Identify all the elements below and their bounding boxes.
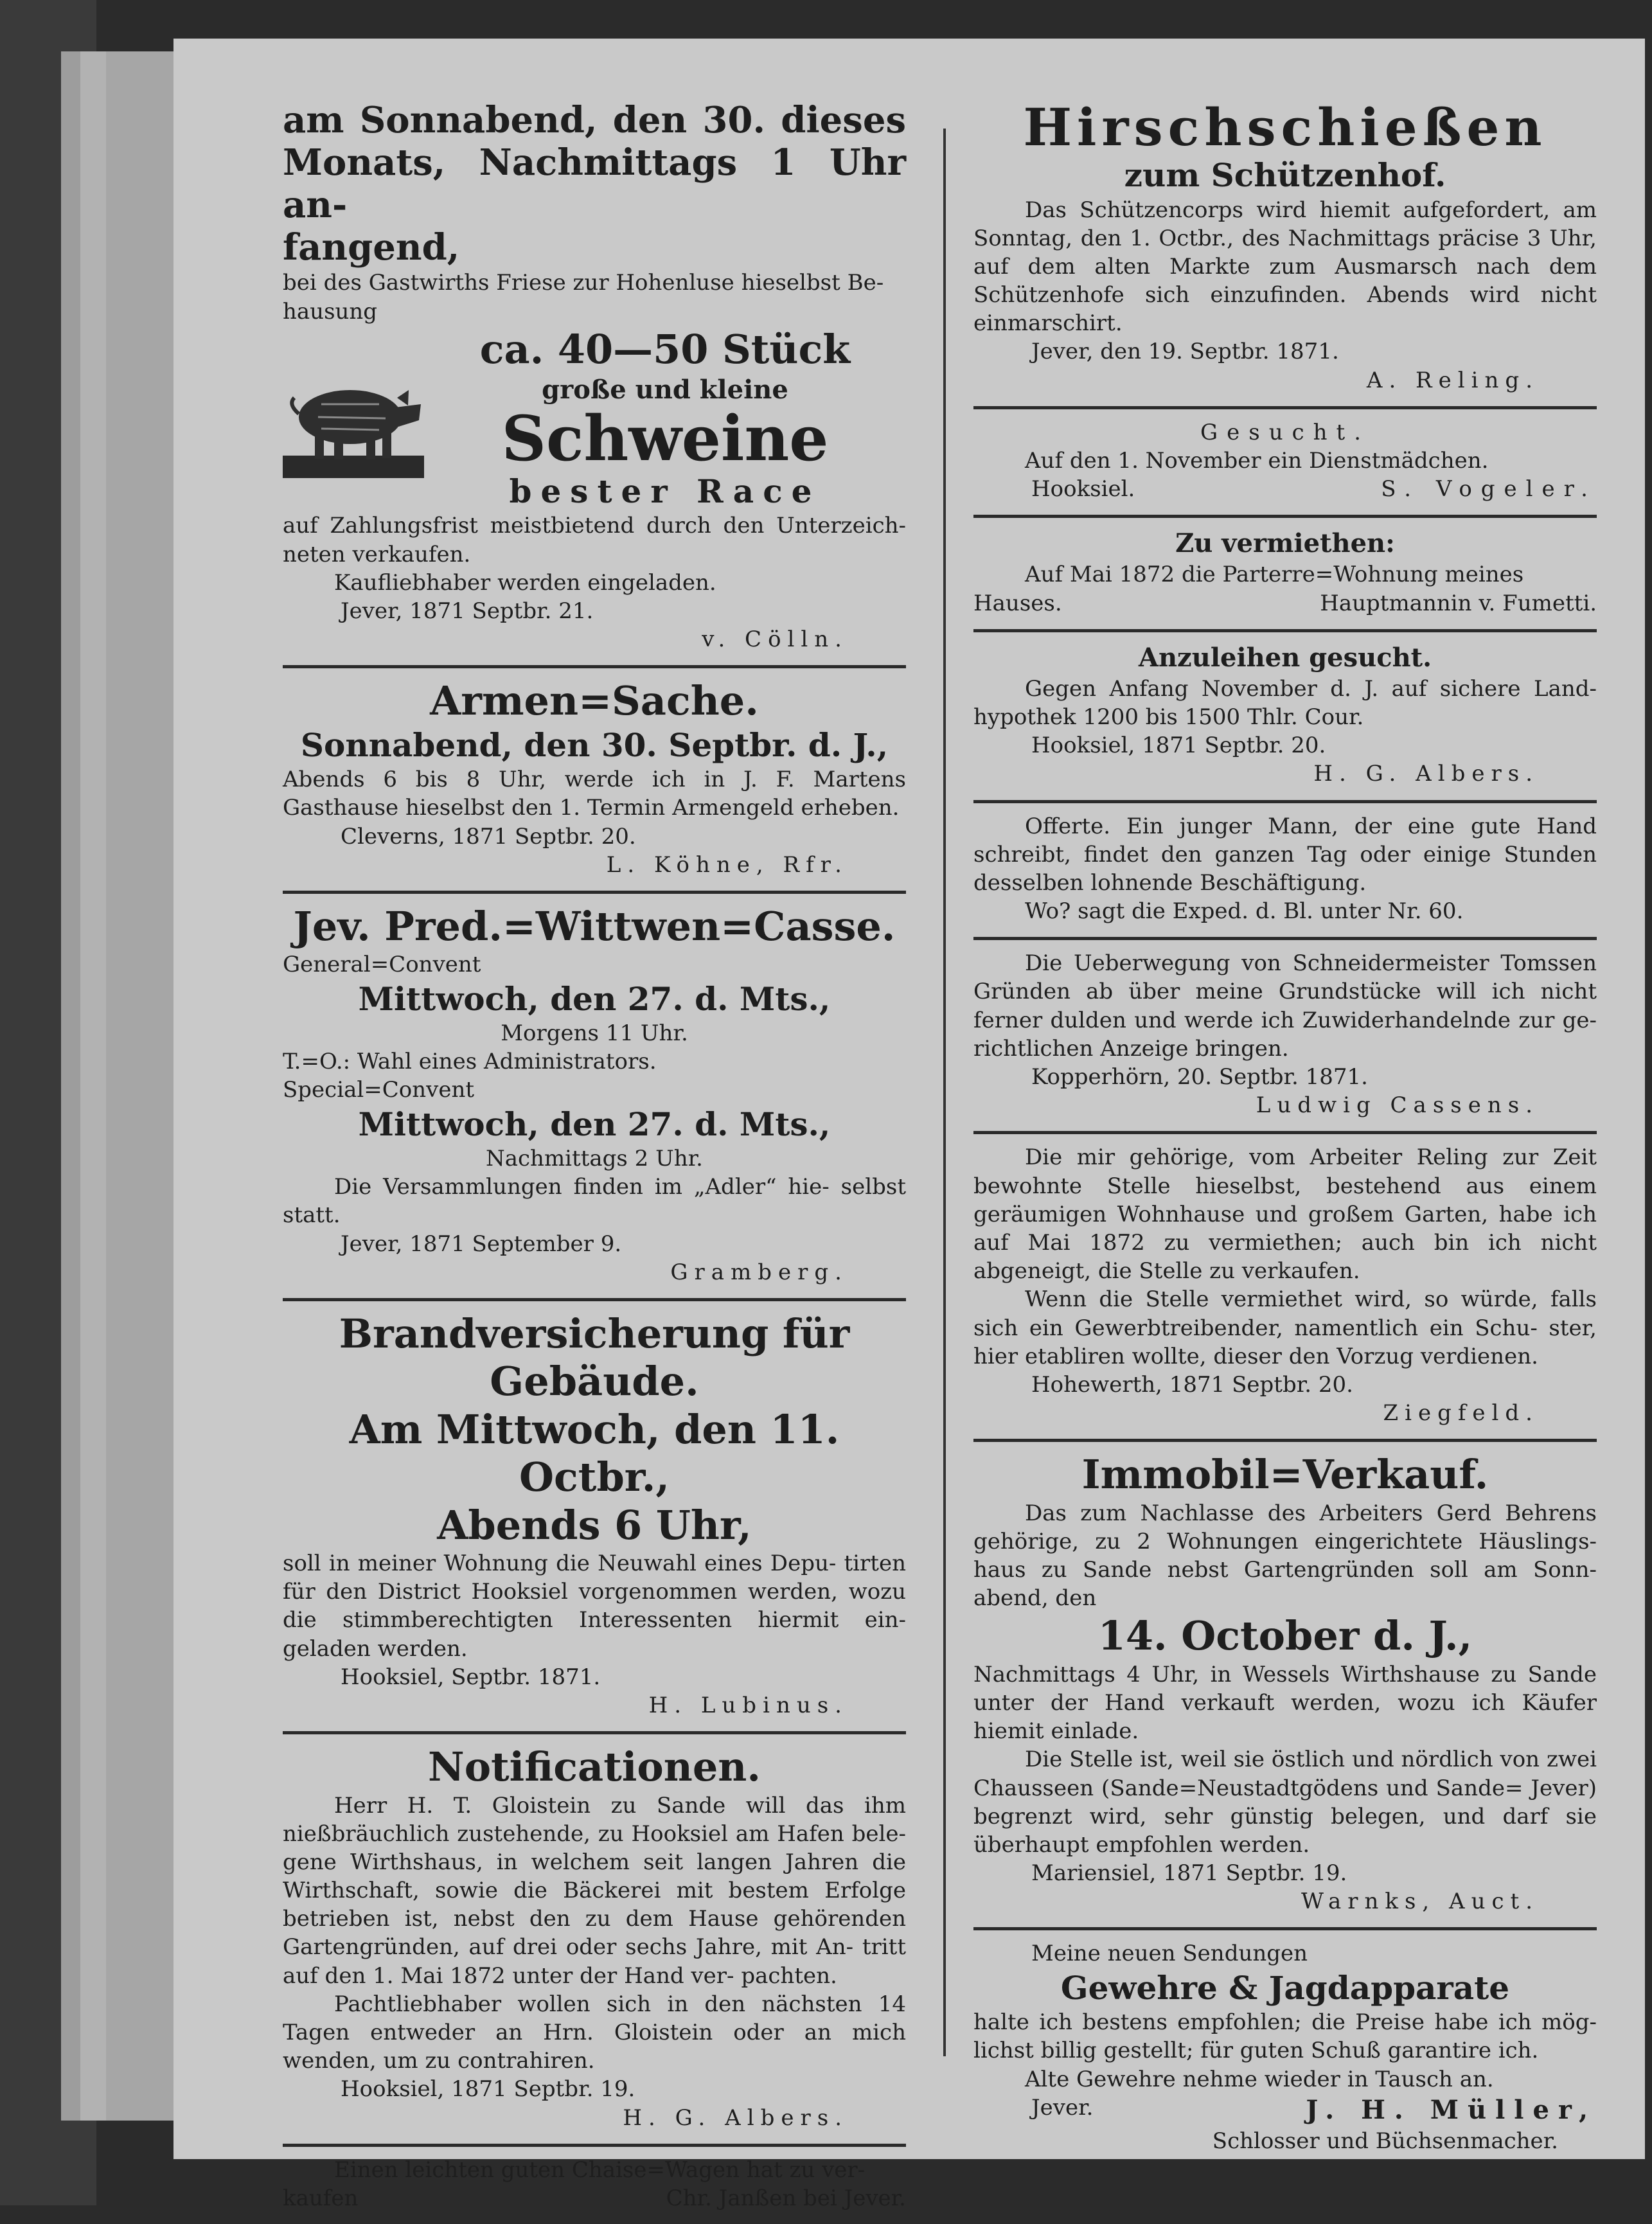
hirsch-ad bbox=[973, 90, 1597, 409]
auction-race: bester Race bbox=[509, 472, 821, 510]
auction-line1: am Sonnabend, den 30. dieses Monats, Nachmittags 1 Uhr an- bbox=[283, 99, 906, 227]
offerte-ad bbox=[973, 803, 1597, 941]
gewehre-place: Jever. bbox=[1031, 2094, 1094, 2121]
stelle-body2: Wenn die Stelle vermiethet wird, so würde, falls sich ein Gewerbtreibender, namentlich ein Schu- ster, hier etabliren wollte, dieser den Vorzug verdienen. bbox=[973, 1286, 1597, 1369]
vermieth-left: Hauses. bbox=[973, 590, 1062, 616]
pred-general: General=Convent bbox=[283, 952, 481, 978]
auction-invite: Kaufliebhaber werden eingeladen. bbox=[334, 569, 716, 596]
tomssen-body: Die Ueberwegung von Schneidermeister Tomssen Gründen ab über meine Grundstücke will ich nicht ferner dulden und werde ich Zuwiderhandelnde zur ge- richtlichen Anzeige bringen. bbox=[973, 950, 1597, 1062]
offerte-where: Wo? sagt die Exped. d. Bl. unter Nr. 60. bbox=[1025, 898, 1464, 925]
armen-date: Cleverns, 1871 Septbr. 20. bbox=[341, 823, 636, 850]
brand-ad bbox=[283, 1301, 906, 1734]
brand-body: soll in meiner Wohnung die Neuwahl eines Depu- tirten für den District Hooksiel vorgenommen werden, wozu die stimmberechtigten Interessenten hiermit ein- geladen werden. bbox=[283, 1550, 906, 1662]
auction-signature: v. Cölln. bbox=[702, 627, 848, 653]
immobil-day: 14. October d. J., bbox=[1097, 1612, 1473, 1660]
vermieth-body: Auf Mai 1872 die Parterre=Wohnung meines bbox=[1025, 562, 1524, 588]
anzuleihen-title: Anzuleihen gesucht. bbox=[1138, 642, 1432, 673]
hirsch-sub: zum Schützenhof. bbox=[1124, 156, 1446, 194]
gewehre-ad bbox=[973, 1930, 1597, 2166]
brand-time: Abends 6 Uhr, bbox=[437, 1501, 752, 1549]
chaise-line1: Einen leichten guten Chaise=Wagen hat zu ver- bbox=[334, 2157, 866, 2183]
chaise-left: kaufen bbox=[283, 2185, 359, 2211]
auction-ad bbox=[283, 90, 906, 668]
auction-sub: große und kleine bbox=[542, 375, 788, 405]
pred-title: Jev. Pred.=Wittwen=Casse. bbox=[293, 902, 896, 950]
immobil-body3: Die Stelle ist, weil sie östlich und nördlich von zwei Chausseen (Sande=Neustadtgödens und Sande= Jever) begrenzt wird, sehr günstig belegen, und darf sie überhaupt empfohlen werden. bbox=[973, 1747, 1597, 1858]
vermieth-signature: Hauptmannin v. Fumetti. bbox=[1320, 590, 1597, 616]
auction-main: Schweine bbox=[501, 402, 829, 476]
auction-line4: hausung bbox=[283, 298, 378, 325]
stelle-signature: Ziegfeld. bbox=[1383, 1400, 1539, 1427]
pred-agenda: T.=O.: Wahl eines Administrators. bbox=[283, 1049, 657, 1075]
armen-ad bbox=[283, 668, 906, 894]
stelle-date: Hohewerth, 1871 Septbr. 20. bbox=[1031, 1371, 1353, 1398]
brand-day: Am Mittwoch, den 11. Octbr., bbox=[349, 1405, 840, 1501]
armen-body: Abends 6 bis 8 Uhr, werde ich in J. F. Martens Gasthause hieselbst den 1. Termin Armengeld erheben. bbox=[283, 767, 906, 821]
gesucht-title: Gesucht. bbox=[1200, 419, 1371, 445]
immobil-signature: Warnks, Auct. bbox=[1301, 1889, 1539, 1915]
immobil-title: Immobil=Verkauf. bbox=[1081, 1451, 1489, 1499]
vermieth-footer bbox=[973, 589, 1597, 618]
pig-text bbox=[424, 326, 906, 512]
pred-time2: Nachmittags 2 Uhr. bbox=[485, 1146, 703, 1172]
notif-body1: Herr H. T. Gloistein zu Sande will das ihm nießbräuchlich zustehende, zu Hooksiel am Hafen bele- gene Wirthshaus, in welchem seit langen Jahren die Wirthschaft, sowie die Bäckerei mit bestem Erfolge betrieben ist, nebst den zu dem Hause gehörenden Gartengründen, auf drei oder sechs Jahre, mit An- tritt auf den 1. Mai 1872 unter der Hand ver- pachten. bbox=[283, 1792, 906, 1989]
tomssen-date: Kopperhörn, 20. Septbr. 1871. bbox=[1031, 1064, 1368, 1090]
tomssen-ad bbox=[973, 940, 1597, 1134]
auction-line3: bei des Gastwirths Friese zur Hohenluse hieselbst Be- bbox=[283, 270, 884, 296]
column-rule bbox=[943, 129, 946, 2056]
pred-date: Jever, 1871 September 9. bbox=[341, 1231, 622, 1257]
pred-signature: Gramberg. bbox=[670, 1259, 848, 1285]
auction-count: ca. 40—50 Stück bbox=[479, 325, 851, 373]
pred-special: Special=Convent bbox=[283, 1077, 474, 1103]
pig-block bbox=[283, 326, 906, 512]
notif-ad bbox=[283, 1734, 906, 2147]
gesucht-footer bbox=[973, 475, 1597, 503]
gesucht-ad bbox=[973, 409, 1597, 519]
stelle-body1: Die mir gehörige, vom Arbeiter Reling zur Zeit bewohnte Stelle hieselbst, bestehend aus einem geräumigen Wohnhause und großem Garten, habe ich auf Mai 1872 zu vermiethen; auch bin ich nicht abgeneigt, die Stelle zu verkaufen. bbox=[973, 1144, 1597, 1285]
brand-title: Brandversicherung für Gebäude. bbox=[339, 1310, 850, 1405]
offerte-body: Offerte. Ein junger Mann, der eine gute Hand schreibt, findet den ganzen Tag oder einige Stunden desselben lohnende Beschäftigung. bbox=[973, 813, 1597, 896]
auction-line2: fangend, bbox=[283, 226, 460, 269]
armen-signature: L. Köhne, Rfr. bbox=[606, 851, 848, 878]
pred-day2: Mittwoch, den 27. d. Mts., bbox=[358, 1105, 831, 1143]
hirsch-body: Das Schützencorps wird hiemit aufgefordert, am Sonntag, den 1. Octbr., des Nachmittags präcise 3 Uhr, auf dem alten Markte zum Ausmarsch nach dem Schützenhofe sich einzufinden. Abends wird nicht einmarschirt. bbox=[973, 197, 1597, 337]
auction-date: Jever, 1871 Septbr. 21. bbox=[341, 598, 594, 624]
auction-body: auf Zahlungsfrist meistbietend durch den Unterzeich- neten verkaufen. bbox=[283, 513, 906, 567]
left-column bbox=[283, 90, 906, 2224]
gesucht-body: Auf den 1. November ein Dienstmädchen. bbox=[1025, 448, 1489, 474]
hirsch-date: Jever, den 19. Septbr. 1871. bbox=[1031, 339, 1339, 365]
armen-title: Armen=Sache. bbox=[430, 677, 759, 725]
vermieth-title: Zu vermiethen: bbox=[1175, 528, 1395, 559]
gewehre-intro: Meine neuen Sendungen bbox=[1031, 1941, 1308, 1967]
right-column bbox=[973, 90, 1597, 2167]
armen-sub: Sonnabend, den 30. Septbr. d. J., bbox=[300, 725, 889, 764]
immobil-date: Mariensiel, 1871 Septbr. 19. bbox=[1031, 1860, 1347, 1887]
notif-date: Hooksiel, 1871 Septbr. 19. bbox=[341, 2076, 635, 2103]
vermieth-ad bbox=[973, 518, 1597, 632]
gewehre-trade: Schlosser und Büchsenmacher. bbox=[1212, 2128, 1558, 2154]
gewehre-body1: halte ich bestens empfohlen; die Preise habe ich mög- lichst billig gestellt; für guten Schuß garantire ich. bbox=[973, 2009, 1597, 2064]
notif-body2: Pachtliebhaber wollen sich in den nächsten 14 Tagen entweder an Hrn. Gloistein oder an mich wenden, um zu contrahiren. bbox=[283, 1991, 906, 2074]
brand-date: Hooksiel, Septbr. 1871. bbox=[341, 1664, 601, 1690]
hirsch-signature: A. Reling. bbox=[1366, 367, 1539, 393]
chaise-line2 bbox=[283, 2184, 906, 2212]
pred-body: Die Versammlungen finden im „Adler“ hie- selbst statt. bbox=[283, 1174, 906, 1229]
hirsch-title: Hirschschießen bbox=[1023, 97, 1547, 157]
pig-woodcut-icon bbox=[283, 359, 424, 478]
gesucht-place: Hooksiel. bbox=[1031, 476, 1135, 503]
immobil-body2: Nachmittags 4 Uhr, in Wessels Wirthshause zu Sande unter der Hand verkauft werden, wozu ich Käufer hiemit einlade. bbox=[973, 1661, 1597, 1745]
immobil-ad bbox=[973, 1442, 1597, 1930]
chaise-right: Chr. Janßen bei Jever. bbox=[666, 2185, 906, 2211]
pred-day1: Mittwoch, den 27. d. Mts., bbox=[358, 979, 831, 1018]
brand-signature: H. Lubinus. bbox=[648, 1692, 848, 1718]
pred-ad bbox=[283, 894, 906, 1301]
gewehre-footer bbox=[973, 2094, 1597, 2127]
notif-title: Notificationen. bbox=[428, 1743, 761, 1791]
stelle-ad bbox=[973, 1134, 1597, 1442]
gewehre-name: J. H. Müller, bbox=[1306, 2094, 1597, 2125]
notif-signature: H. G. Albers. bbox=[623, 2104, 848, 2131]
pred-time1: Morgens 11 Uhr. bbox=[501, 1020, 688, 1047]
anzuleihen-date: Hooksiel, 1871 Septbr. 20. bbox=[1031, 733, 1326, 759]
chaise-ad bbox=[283, 2147, 906, 2224]
gewehre-title: Gewehre & Jagdapparate bbox=[1060, 1968, 1510, 2007]
tomssen-signature: Ludwig Cassens. bbox=[1256, 1092, 1539, 1119]
anzuleihen-body: Gegen Anfang November d. J. auf sichere Land- hypothek 1200 bis 1500 Thlr. Cour. bbox=[973, 675, 1597, 730]
anzuleihen-signature: H. G. Albers. bbox=[1313, 761, 1539, 787]
gewehre-body2: Alte Gewehre nehme wieder in Tausch an. bbox=[1025, 2066, 1494, 2092]
anzuleihen-ad bbox=[973, 632, 1597, 803]
gesucht-signature: S. Vogeler. bbox=[1381, 476, 1597, 503]
immobil-body1: Das zum Nachlasse des Arbeiters Gerd Behrens gehörige, zu 2 Wohnungen eingerichtete Häuslings- haus zu Sande nebst Gartengründen soll am Sonn- abend, den bbox=[973, 1500, 1597, 1612]
